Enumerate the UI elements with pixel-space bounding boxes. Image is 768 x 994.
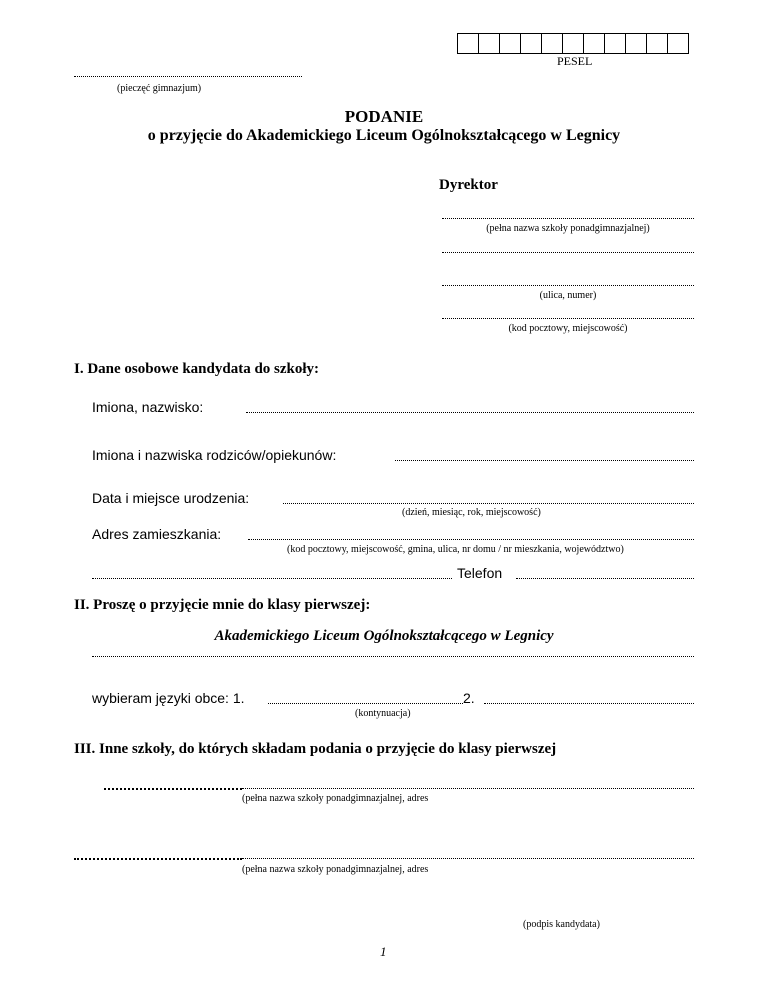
section2-school-name: Akademickiego Liceum Ogólnokształcącego w Legnicy (214, 628, 554, 644)
other-school-2-field[interactable] (242, 858, 694, 859)
section2-class-line[interactable] (92, 656, 694, 657)
section3-heading: III. Inne szkoły, do których składam podania o przyjęcie do klasy pierwszej (74, 741, 557, 757)
name-label: Imiona, nazwisko: (92, 399, 204, 415)
pesel-digit-cell[interactable] (668, 34, 689, 53)
address-caption: (kod pocztowy, miejscowość, gmina, ulica, nr domu / nr mieszkania, województwo) (287, 544, 624, 555)
other-school-1-field[interactable] (242, 788, 694, 789)
birth-field[interactable] (283, 503, 694, 504)
address-label: Adres zamieszkania: (92, 526, 222, 542)
address-field-2[interactable] (92, 578, 452, 579)
addressee-school-line[interactable] (442, 218, 694, 219)
addressee-postal-caption: (kod pocztowy, miejscowość) (508, 323, 628, 334)
other-school-2-ellipsis (74, 858, 242, 860)
birth-label: Data i miejsce urodzenia: (92, 490, 250, 506)
pesel-digit-cell[interactable] (626, 34, 647, 53)
page-number: 1 (380, 944, 387, 959)
address-field[interactable] (248, 539, 694, 540)
languages-label: wybieram języki obce: 1. (92, 690, 245, 706)
addressee-street-caption: (ulica, numer) (539, 290, 597, 301)
addressee-school-line-2[interactable] (442, 252, 694, 253)
phone-field[interactable] (516, 578, 694, 579)
section1-heading: I. Dane osobowe kandydata do szkoły: (74, 361, 320, 377)
pesel-digit-cell[interactable] (647, 34, 668, 53)
document-subtitle: o przyjęcie do Akademickiego Liceum Ogólnokształcącego w Legnicy (147, 127, 621, 144)
language-1-field[interactable] (268, 703, 463, 704)
stamp-caption: (pieczęć gimnazjum) (117, 83, 202, 94)
addressee-postal-line[interactable] (442, 318, 694, 319)
pesel-digit-cell[interactable] (521, 34, 542, 53)
pesel-digit-cell[interactable] (500, 34, 521, 53)
language-2-field[interactable] (484, 703, 694, 704)
addressee-street-line[interactable] (442, 285, 694, 286)
name-field[interactable] (246, 412, 694, 413)
section2-heading: II. Proszę o przyjęcie mnie do klasy pierwszej: (74, 597, 371, 613)
phone-label: Telefon (457, 565, 503, 581)
languages-caption: (kontynuacja) (355, 708, 411, 719)
other-school-1-ellipsis (104, 788, 242, 790)
other-school-2-caption: (pełna nazwa szkoły ponadgimnazjalnej, adres (242, 864, 429, 875)
birth-caption: (dzień, miesiąc, rok, miejscowość) (402, 507, 541, 518)
addressee-school-caption: (pełna nazwa szkoły ponadgimnazjalnej) (486, 223, 650, 234)
parents-label: Imiona i nazwiska rodziców/opiekunów: (92, 447, 337, 463)
pesel-digit-cell[interactable] (479, 34, 500, 53)
other-school-1-caption: (pełna nazwa szkoły ponadgimnazjalnej, adres (242, 793, 429, 804)
languages-second-label: 2. (463, 690, 475, 706)
signature-caption: (podpis kandydata) (523, 919, 600, 930)
addressee-heading: Dyrektor (439, 177, 498, 193)
parents-field[interactable] (395, 460, 694, 461)
pesel-digit-cell[interactable] (458, 34, 479, 53)
document-title: PODANIE (344, 107, 424, 126)
stamp-line (74, 76, 302, 77)
pesel-digit-cell[interactable] (563, 34, 584, 53)
pesel-digit-cell[interactable] (584, 34, 605, 53)
pesel-label: PESEL (557, 54, 593, 68)
pesel-boxes[interactable] (457, 33, 689, 54)
pesel-digit-cell[interactable] (542, 34, 563, 53)
pesel-digit-cell[interactable] (605, 34, 626, 53)
